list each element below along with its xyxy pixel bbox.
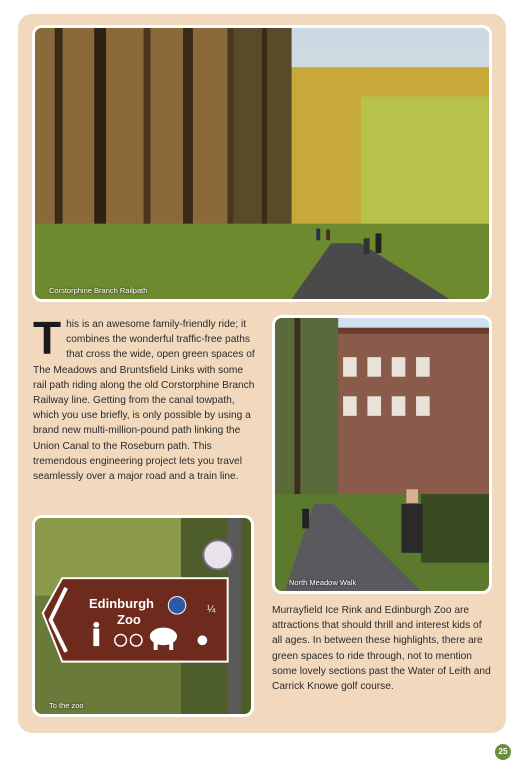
- zoo-sign-line1: Edinburgh: [89, 596, 154, 611]
- zoo-image: [35, 518, 251, 714]
- article-paragraph-1: his is an awesome family-friendly ride; it combines the wonderful traffic-free paths that cross the wide, open green spaces of The Meadows and Bruntsfield Links with some rail path riding along the old Corstorphine Branch Railway line. Getting from the canal towpath, which you use briefly, is only possible by using a brand new multi-million-pound path linking the Union Canal to the Roseburn path. This tremendous engineering project lets you travel seamlessly over a major road and a train line.: [33, 319, 255, 483]
- zoo-sign-distance: ¼: [207, 604, 216, 615]
- meadow-image: [275, 318, 489, 591]
- drop-cap: T: [33, 312, 62, 364]
- zoo-caption: To the zoo: [49, 701, 84, 710]
- page-number: 25: [495, 744, 511, 760]
- zoo-sign-line2: Zoo: [117, 612, 141, 627]
- railpath-caption: Corstorphine Branch Railpath: [49, 286, 148, 295]
- zoo-photo: [32, 515, 254, 717]
- railpath-image: [35, 28, 489, 299]
- meadow-caption: North Meadow Walk: [289, 578, 357, 587]
- railpath-photo: [32, 25, 492, 302]
- meadow-photo: [272, 315, 492, 594]
- article-paragraph-2: Murrayfield Ice Rink and Edinburgh Zoo are attractions that should thrill and interest kids of all ages. In between these highlights, there are green spaces to ride through, not to mention some lovely sections past the Water of Leith and Carrick Knowe golf course.: [272, 605, 491, 693]
- article-intro: [33, 312, 255, 484]
